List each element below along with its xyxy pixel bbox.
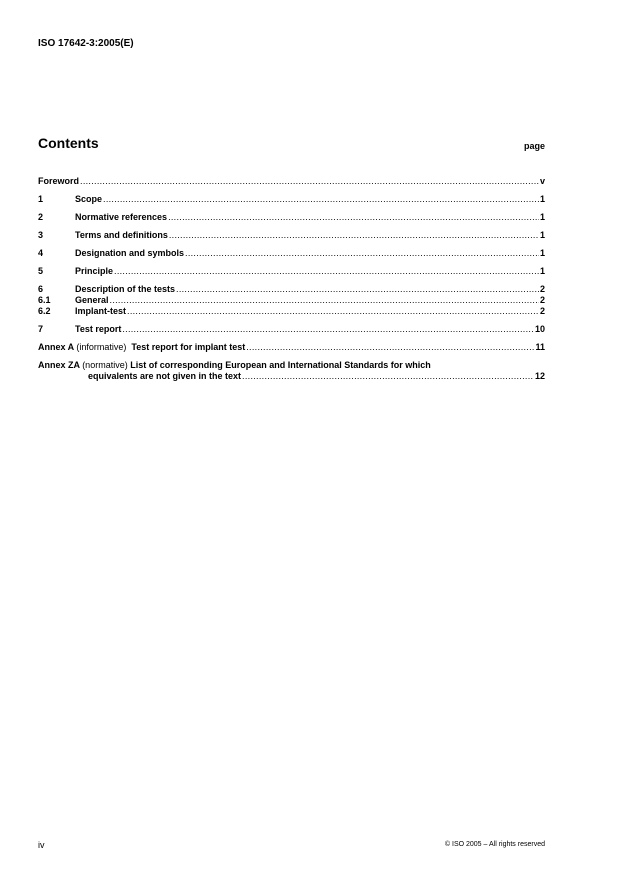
toc-entry-number: 1 (38, 194, 44, 204)
toc-entry-6[interactable] (38, 284, 545, 295)
toc-entry-page: 2 (539, 295, 545, 305)
toc-entry-page: 11 (535, 342, 545, 352)
page-column-label: page (523, 141, 545, 151)
page-number: iv (38, 840, 45, 850)
toc-annex-title (38, 342, 245, 353)
annex-type: (informative) (76, 342, 127, 352)
toc-entry-page: 1 (539, 266, 545, 276)
toc-entry-title: Principle (75, 266, 114, 276)
leader-dots (122, 324, 534, 335)
toc-entry-page: 12 (534, 371, 545, 381)
toc-entry-5[interactable] (38, 266, 545, 277)
toc-entry-3[interactable] (38, 230, 545, 241)
toc-entry-4[interactable] (38, 248, 545, 259)
toc-entry-6-2[interactable] (38, 306, 545, 317)
toc-entry-page: 1 (539, 248, 545, 258)
toc-entry-page: 1 (539, 194, 545, 204)
toc-entry-foreword[interactable] (38, 176, 545, 187)
annex-title-line2: equivalents are not given in the text (88, 371, 242, 381)
table-of-contents (38, 176, 545, 382)
toc-entry-7[interactable] (38, 324, 545, 335)
annex-type: (normative) (82, 360, 128, 370)
toc-entry-number: 4 (38, 248, 44, 258)
toc-annex-title (38, 360, 431, 371)
toc-entry-page: 2 (539, 306, 545, 316)
toc-entry-annex-za-line2[interactable] (38, 371, 545, 382)
toc-entry-title: Description of the tests (75, 284, 176, 294)
toc-entry-number: 5 (38, 266, 44, 276)
toc-entry-number: 6 (38, 284, 44, 294)
contents-heading: Contents (38, 135, 99, 151)
leader-dots (168, 212, 539, 223)
annex-label: Annex ZA (38, 360, 80, 370)
leader-dots (176, 284, 539, 295)
toc-entry-title: Terms and definitions (75, 230, 168, 240)
toc-entry-number: 6.2 (38, 306, 51, 316)
leader-dots (103, 194, 539, 205)
leader-dots (185, 248, 539, 259)
toc-entry-title: Implant-test (75, 306, 127, 316)
copyright-notice: © ISO 2005 – All rights reserved (444, 841, 545, 848)
toc-entry-title: Foreword (38, 176, 80, 186)
annex-label: Annex A (38, 342, 74, 352)
leader-dots (246, 342, 534, 353)
leader-dots (110, 295, 539, 306)
toc-entry-2[interactable] (38, 212, 545, 223)
leader-dots (80, 176, 539, 187)
toc-entry-number: 3 (38, 230, 44, 240)
toc-entry-title: General (75, 295, 109, 305)
toc-entry-title: Designation and symbols (75, 248, 185, 258)
leader-dots (169, 230, 539, 241)
annex-title: Test report for implant test (131, 342, 246, 352)
toc-entry-page: 1 (539, 212, 545, 222)
toc-entry-title: Scope (75, 194, 103, 204)
toc-entry-1[interactable] (38, 194, 545, 205)
toc-entry-number: 7 (38, 324, 44, 334)
document-id-header: ISO 17642-3:2005(E) (38, 38, 134, 49)
toc-entry-number: 2 (38, 212, 44, 222)
toc-entry-page: 1 (539, 230, 545, 240)
toc-entry-page: 2 (539, 284, 545, 294)
toc-entry-page: v (539, 176, 545, 186)
toc-entry-annex-a[interactable] (38, 342, 545, 353)
toc-entry-title: Normative references (75, 212, 168, 222)
toc-entry-title: Test report (75, 324, 122, 334)
annex-title-line1: List of corresponding European and International Standards for which (130, 360, 431, 370)
leader-dots (114, 266, 539, 277)
toc-entry-page: 10 (534, 324, 545, 334)
leader-dots (127, 306, 539, 317)
toc-entry-6-1[interactable] (38, 295, 545, 306)
toc-entry-number: 6.1 (38, 295, 51, 305)
toc-entry-annex-za-line1[interactable] (38, 360, 545, 371)
leader-dots (242, 371, 534, 382)
